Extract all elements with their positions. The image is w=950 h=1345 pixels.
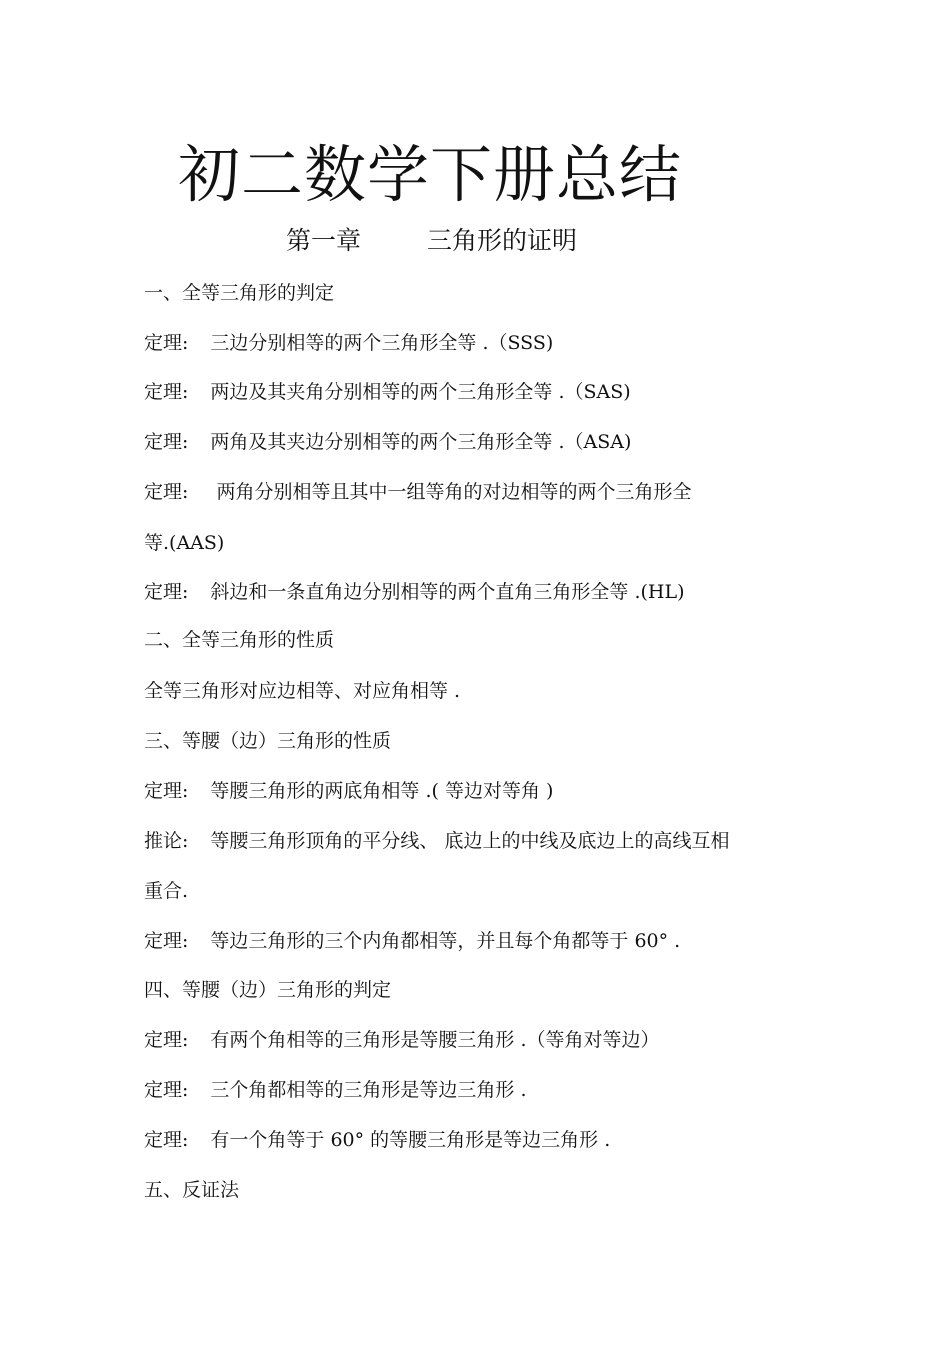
corollary-line-continuation — [144, 878, 188, 904]
line-text: 二、全等三角形的性质 — [144, 629, 335, 651]
section-heading — [144, 627, 334, 653]
line-label: 定理: — [144, 1079, 189, 1101]
line-text: 有一个角等于 60° 的等腰三角形是等边三角形 . — [210, 1129, 611, 1151]
section-heading — [144, 728, 391, 754]
line-label: 定理: — [144, 780, 189, 802]
section-heading — [144, 280, 334, 306]
theorem-line — [144, 1127, 610, 1153]
section-heading — [144, 977, 391, 1003]
theorem-line — [144, 379, 631, 405]
line-text: 全等三角形对应边相等、对应角相等 . — [144, 680, 461, 702]
document-title: 初二数学下册总结 — [178, 138, 683, 211]
line-text: 两角分别相等且其中一组等角的对边相等的两个三角形全 — [210, 481, 692, 503]
chapter-heading — [286, 224, 577, 258]
property-line — [144, 678, 460, 704]
line-label: 定理: — [144, 930, 189, 952]
line-text: 等腰三角形的两底角相等 .( 等边对等角 ) — [210, 780, 554, 802]
line-text: 等.(AAS) — [144, 532, 225, 554]
line-text: 一、全等三角形的判定 — [144, 282, 335, 304]
theorem-line — [144, 928, 680, 954]
line-text: 三边分别相等的两个三角形全等 .（SSS) — [210, 332, 554, 354]
chapter-number: 第一章 — [286, 226, 362, 255]
line-label: 定理: — [144, 431, 189, 453]
line-text: 斜边和一条直角边分别相等的两个直角三角形全等 .(HL) — [210, 581, 685, 603]
section-heading — [144, 1177, 239, 1203]
line-label: 定理: — [144, 581, 189, 603]
corollary-line — [144, 828, 729, 854]
theorem-line — [144, 330, 553, 356]
line-text: 三、等腰（边）三角形的性质 — [144, 730, 392, 752]
theorem-line-continuation — [144, 530, 224, 556]
line-text: 四、等腰（边）三角形的判定 — [144, 979, 392, 1001]
line-text: 有两个角相等的三角形是等腰三角形 .（等角对等边） — [210, 1029, 660, 1051]
line-label: 定理: — [144, 381, 189, 403]
chapter-name: 三角形的证明 — [427, 226, 578, 255]
line-text: 等腰三角形顶角的平分线、 底边上的中线及底边上的高线互相 — [210, 830, 730, 852]
theorem-line — [144, 429, 631, 455]
line-text: 五、反证法 — [144, 1179, 240, 1201]
line-text: 三个角都相等的三角形是等边三角形 . — [210, 1079, 527, 1101]
theorem-line — [144, 778, 553, 804]
line-label: 定理: — [144, 332, 189, 354]
theorem-line — [144, 1027, 660, 1053]
line-label: 定理: — [144, 1129, 189, 1151]
line-label: 定理: — [144, 481, 189, 503]
theorem-line — [144, 579, 685, 605]
line-text: 两角及其夹边分别相等的两个三角形全等 .（ASA) — [210, 431, 632, 453]
line-text: 两边及其夹角分别相等的两个三角形全等 .（SAS) — [210, 381, 631, 403]
line-text: 重合. — [144, 880, 189, 902]
line-label: 定理: — [144, 1029, 189, 1051]
line-label: 推论: — [144, 830, 189, 852]
theorem-line — [144, 479, 691, 505]
line-text: 等边三角形的三个内角都相等，并且每个角都等于 60° . — [210, 930, 681, 952]
theorem-line — [144, 1077, 527, 1103]
